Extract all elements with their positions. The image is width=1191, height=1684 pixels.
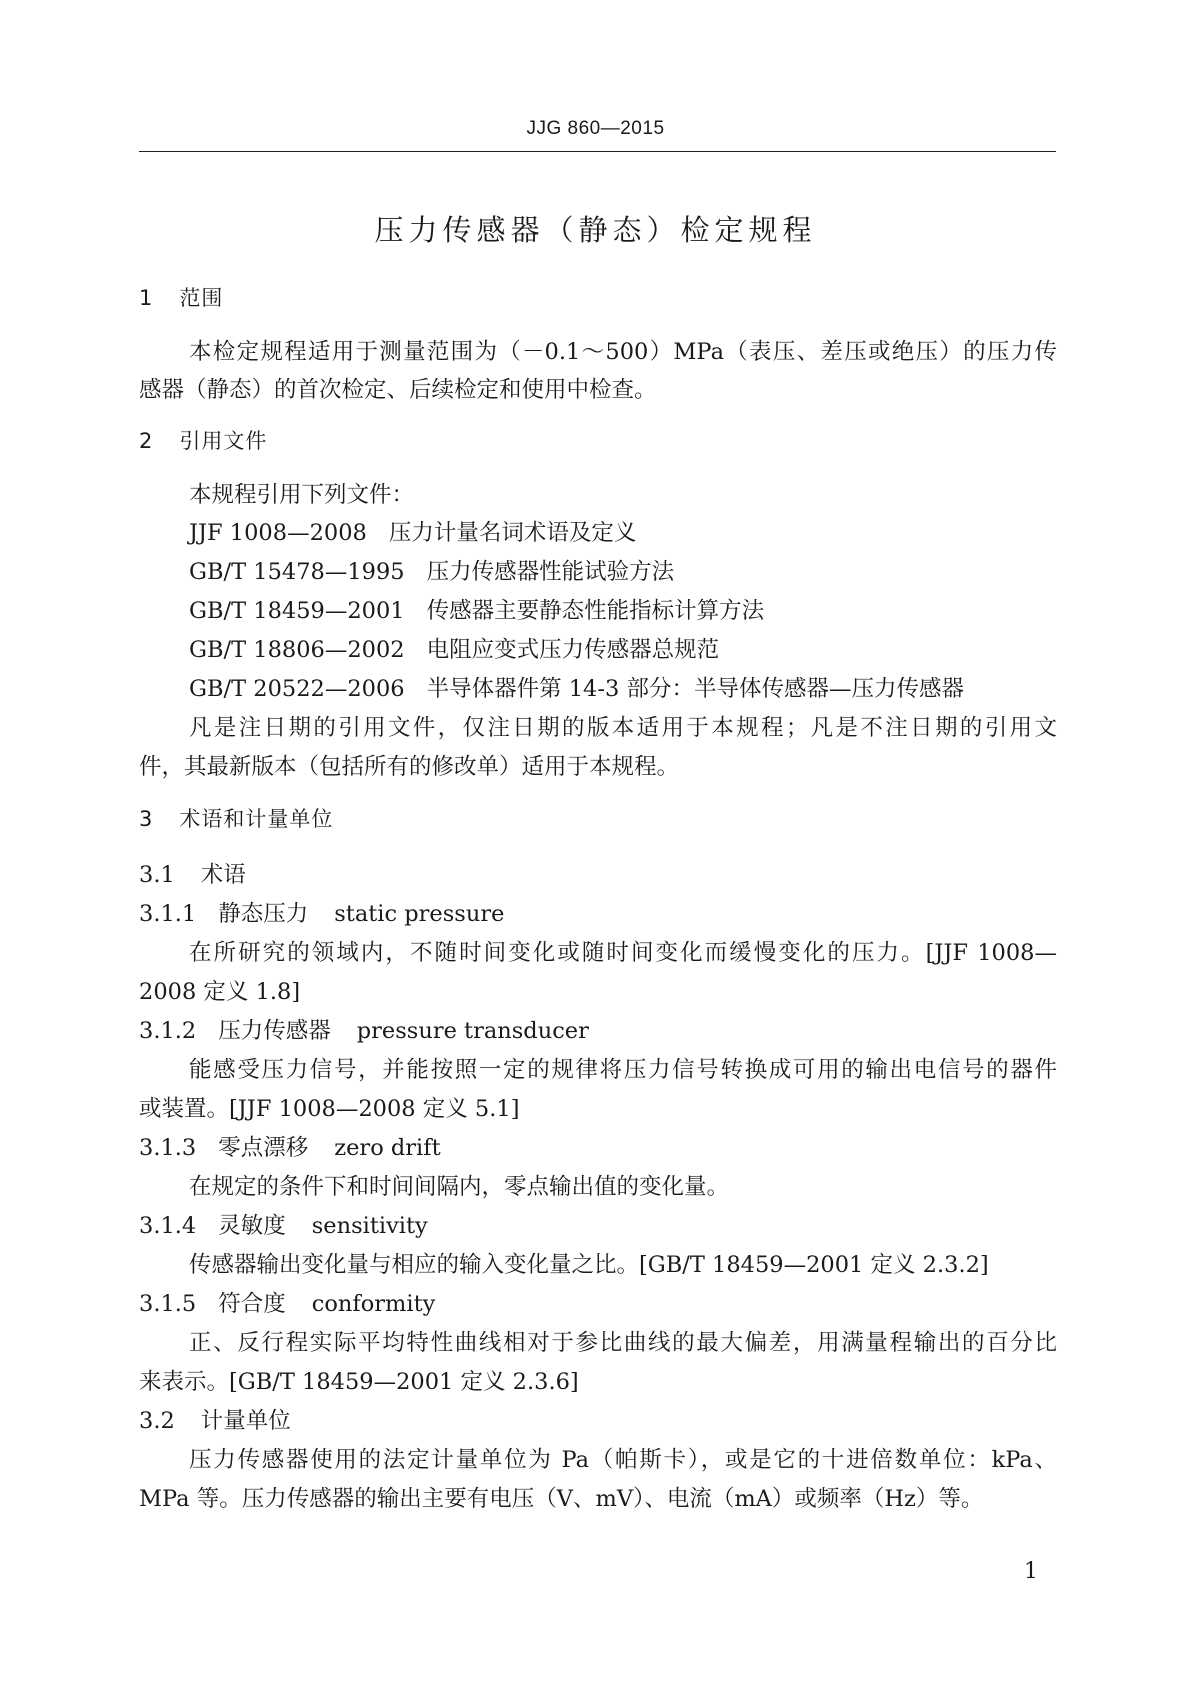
reference-item — [189, 554, 674, 586]
reference-name: 压力计量名词术语及定义 — [388, 520, 637, 546]
reference-name: 半导体器件第 14-3 部分：半导体传感器—压力传感器 — [426, 676, 964, 702]
reference-name: 电阻应变式压力传感器总规范 — [426, 637, 720, 663]
section-title: 范围 — [179, 286, 224, 310]
references-intro: 本规程引用下列文件： — [189, 482, 415, 508]
page-number: 1 — [1024, 1559, 1038, 1584]
term-definition-line-1: 传感器输出变化量与相应的输入变化量之比。[GB/T 18459—2001 定义 2.3.2] — [189, 1252, 989, 1278]
section-2-heading — [139, 425, 267, 455]
reference-item — [189, 671, 964, 703]
term-number: 3.1.2 — [139, 1018, 197, 1044]
term-number: 3.1.4 — [139, 1213, 197, 1239]
section-title: 引用文件 — [179, 429, 268, 453]
term-number: 3.1.3 — [139, 1135, 197, 1161]
term-chinese: 压力传感器 — [218, 1018, 331, 1044]
reference-name: 压力传感器性能试验方法 — [426, 559, 675, 585]
section-1-heading — [139, 282, 223, 312]
term-heading — [139, 896, 504, 928]
references-note-line-1: 凡是注日期的引用文件，仅注日期的版本适用于本规程；凡是不注日期的引用文 — [189, 715, 1057, 741]
term-definition-line-1: 能感受压力信号，并能按照一定的规律将压力信号转换成可用的输出电信号的器件 — [189, 1057, 1057, 1083]
header-divider — [139, 151, 1056, 152]
subsection-title: 计量单位 — [200, 1408, 291, 1434]
reference-code: GB/T 18459—2001 — [189, 598, 405, 624]
term-number: 3.1.5 — [139, 1291, 197, 1317]
reference-code: GB/T 20522—2006 — [189, 676, 405, 702]
subsection-number: 3.1 — [139, 862, 175, 888]
subsection-title: 术语 — [200, 862, 246, 888]
units-paragraph-line-1: 压力传感器使用的法定计量单位为 Pa（帕斯卡），或是它的十进倍数单位：kPa、 — [189, 1447, 1057, 1473]
term-definition-line-1: 在规定的条件下和时间间隔内，零点输出值的变化量。 — [189, 1174, 730, 1200]
section-number: 2 — [139, 429, 154, 453]
subsection-3-1-heading — [139, 857, 246, 889]
reference-item — [189, 632, 719, 664]
term-english: static pressure — [334, 901, 505, 927]
term-english: pressure transducer — [356, 1018, 589, 1044]
section-number: 1 — [139, 286, 154, 310]
term-chinese: 符合度 — [218, 1291, 286, 1317]
term-heading — [139, 1130, 441, 1162]
scope-paragraph-line-2: 感器（静态）的首次检定、后续检定和使用中检查。 — [139, 377, 657, 403]
term-definition-line-2: 来表示。[GB/T 18459—2001 定义 2.3.6] — [139, 1369, 579, 1395]
term-heading — [139, 1286, 435, 1318]
references-note-line-2: 件，其最新版本（包括所有的修改单）适用于本规程。 — [139, 754, 680, 780]
term-english: conformity — [311, 1291, 436, 1317]
term-heading — [139, 1013, 589, 1045]
document-code-header: JJG 860—2015 — [526, 118, 665, 139]
reference-code: GB/T 18806—2002 — [189, 637, 405, 663]
section-number: 3 — [139, 807, 154, 831]
subsection-3-2-heading — [139, 1403, 291, 1435]
scope-paragraph-line-1: 本检定规程适用于测量范围为（－0.1～500）MPa（表压、差压或绝压）的压力传 — [189, 339, 1057, 365]
term-chinese: 灵敏度 — [218, 1213, 286, 1239]
term-definition-line-1: 正、反行程实际平均特性曲线相对于参比曲线的最大偏差，用满量程输出的百分比 — [189, 1330, 1057, 1356]
term-definition-line-2: 2008 定义 1.8] — [139, 979, 301, 1005]
term-english: sensitivity — [311, 1213, 428, 1239]
term-english: zero drift — [334, 1135, 441, 1161]
section-3-heading — [139, 803, 333, 833]
term-definition-line-2: 或装置。[JJF 1008—2008 定义 5.1] — [139, 1096, 520, 1122]
reference-item — [189, 515, 636, 547]
term-chinese: 静态压力 — [218, 901, 309, 927]
term-definition-line-1: 在所研究的领域内，不随时间变化或随时间变化而缓慢变化的压力。[JJF 1008— — [189, 940, 1057, 966]
reference-name: 传感器主要静态性能指标计算方法 — [426, 598, 765, 624]
document-title: 压力传感器（静态）检定规程 — [374, 213, 817, 247]
term-number: 3.1.1 — [139, 901, 197, 927]
section-title: 术语和计量单位 — [179, 807, 334, 831]
reference-code: GB/T 15478—1995 — [189, 559, 405, 585]
units-paragraph-line-2: MPa 等。压力传感器的输出主要有电压（V、mV）、电流（mA）或频率（Hz）等。 — [139, 1486, 984, 1512]
reference-item — [189, 593, 764, 625]
term-chinese: 零点漂移 — [218, 1135, 309, 1161]
term-heading — [139, 1208, 428, 1240]
subsection-number: 3.2 — [139, 1408, 175, 1434]
reference-code: JJF 1008—2008 — [189, 520, 367, 546]
